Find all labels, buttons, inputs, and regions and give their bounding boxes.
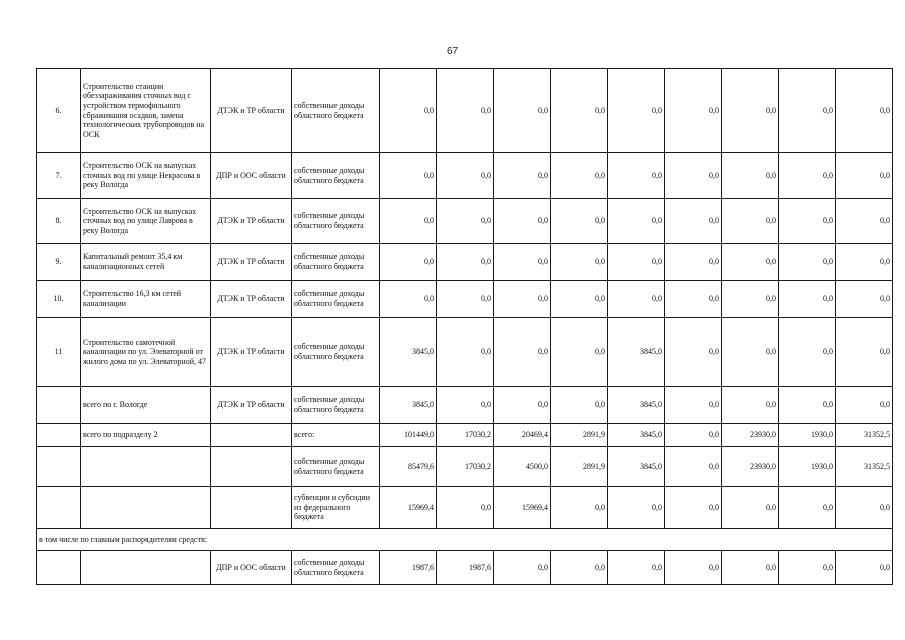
- object-name-cell: всего по подразделу 2: [81, 424, 211, 447]
- amount-cell: 0,0: [608, 281, 665, 318]
- table-row: [37, 318, 893, 387]
- amount-cell: 0,0: [551, 487, 608, 529]
- amount-cell: 0,0: [779, 281, 836, 318]
- amount-cell: 0,0: [779, 318, 836, 387]
- note-row: [37, 529, 893, 551]
- amount-cell: 20469,4: [494, 424, 551, 447]
- amount-cell: 0,0: [437, 487, 494, 529]
- responsible-cell: ДТЭК и ТР области: [211, 199, 292, 244]
- amount-cell: 0,0: [722, 199, 779, 244]
- amount-cell: 0,0: [437, 244, 494, 281]
- responsible-cell: [211, 424, 292, 447]
- funding-source-cell: собственные доходы областного бюджета: [292, 153, 380, 199]
- responsible-cell: [211, 487, 292, 529]
- amount-cell: 0,0: [836, 487, 893, 529]
- amount-cell: 0,0: [551, 69, 608, 153]
- amount-cell: 0,0: [494, 153, 551, 199]
- amount-cell: 0,0: [380, 69, 437, 153]
- amount-cell: 15969,4: [494, 487, 551, 529]
- amount-cell: 0,0: [494, 387, 551, 424]
- amount-cell: 1930,0: [779, 447, 836, 487]
- amount-cell: 0,0: [494, 551, 551, 585]
- responsible-cell: ДТЭК и ТР области: [211, 69, 292, 153]
- table-row: [37, 244, 893, 281]
- table-row: [37, 447, 893, 487]
- amount-cell: 0,0: [779, 199, 836, 244]
- responsible-cell: ДТЭК и ТР области: [211, 244, 292, 281]
- amount-cell: 1987,6: [380, 551, 437, 585]
- amount-cell: 0,0: [665, 447, 722, 487]
- note-cell: в том числе по главным распорядителям средств:: [37, 529, 893, 551]
- row-number-cell: [37, 424, 81, 447]
- responsible-cell: ДПР и ООС области: [211, 153, 292, 199]
- amount-cell: 0,0: [722, 387, 779, 424]
- funding-source-cell: субвенции и субсидии из федерального бюджета: [292, 487, 380, 529]
- amount-cell: 0,0: [551, 244, 608, 281]
- amount-cell: 0,0: [437, 387, 494, 424]
- amount-cell: 0,0: [665, 424, 722, 447]
- amount-cell: 31352,5: [836, 424, 893, 447]
- amount-cell: 0,0: [722, 281, 779, 318]
- amount-cell: 0,0: [722, 487, 779, 529]
- amount-cell: 0,0: [551, 387, 608, 424]
- object-name-cell: [81, 447, 211, 487]
- amount-cell: 0,0: [779, 551, 836, 585]
- amount-cell: 0,0: [836, 387, 893, 424]
- amount-cell: 0,0: [380, 153, 437, 199]
- funding-source-cell: собственные доходы областного бюджета: [292, 447, 380, 487]
- amount-cell: 0,0: [779, 387, 836, 424]
- table-row: [37, 551, 893, 585]
- amount-cell: 0,0: [380, 281, 437, 318]
- amount-cell: 0,0: [437, 318, 494, 387]
- amount-cell: 0,0: [836, 281, 893, 318]
- amount-cell: 0,0: [836, 153, 893, 199]
- amount-cell: 0,0: [779, 487, 836, 529]
- budget-table: [36, 68, 893, 585]
- row-number-cell: 7.: [37, 153, 81, 199]
- row-number-cell: 10.: [37, 281, 81, 318]
- amount-cell: 17030,2: [437, 424, 494, 447]
- amount-cell: 0,0: [665, 387, 722, 424]
- row-number-cell: 8.: [37, 199, 81, 244]
- amount-cell: 0,0: [836, 318, 893, 387]
- amount-cell: 0,0: [836, 199, 893, 244]
- funding-source-cell: собственные доходы областного бюджета: [292, 199, 380, 244]
- amount-cell: 3845,0: [608, 447, 665, 487]
- amount-cell: 0,0: [494, 244, 551, 281]
- amount-cell: 101449,0: [380, 424, 437, 447]
- amount-cell: 0,0: [608, 244, 665, 281]
- object-name-cell: всего по г. Вологде: [81, 387, 211, 424]
- amount-cell: 0,0: [665, 318, 722, 387]
- amount-cell: 0,0: [836, 244, 893, 281]
- object-name-cell: Строительство 16,3 км сетей канализации: [81, 281, 211, 318]
- row-number-cell: [37, 387, 81, 424]
- object-name-cell: Строительство станции обеззараживания сточных вод с устройством термофильного сбраживания осадков, замена технологических трубопроводов на ОСК: [81, 69, 211, 153]
- amount-cell: 0,0: [779, 153, 836, 199]
- amount-cell: 0,0: [437, 153, 494, 199]
- amount-cell: 0,0: [437, 69, 494, 153]
- funding-source-cell: собственные доходы областного бюджета: [292, 387, 380, 424]
- amount-cell: 0,0: [551, 199, 608, 244]
- amount-cell: 3845,0: [380, 318, 437, 387]
- responsible-cell: ДТЭК и ТР области: [211, 318, 292, 387]
- amount-cell: 0,0: [494, 199, 551, 244]
- table-row: [37, 487, 893, 529]
- amount-cell: 0,0: [722, 153, 779, 199]
- amount-cell: 31352,5: [836, 447, 893, 487]
- row-number-cell: 9.: [37, 244, 81, 281]
- object-name-cell: [81, 487, 211, 529]
- amount-cell: 2891,9: [551, 424, 608, 447]
- table-body: [37, 69, 893, 585]
- funding-source-cell: собственные доходы областного бюджета: [292, 244, 380, 281]
- amount-cell: 0,0: [722, 69, 779, 153]
- funding-source-cell: собственные доходы областного бюджета: [292, 281, 380, 318]
- amount-cell: 0,0: [608, 487, 665, 529]
- amount-cell: 3845,0: [608, 387, 665, 424]
- amount-cell: 4500,0: [494, 447, 551, 487]
- amount-cell: 0,0: [779, 69, 836, 153]
- funding-source-cell: собственные доходы областного бюджета: [292, 318, 380, 387]
- row-number-cell: [37, 551, 81, 585]
- amount-cell: 0,0: [608, 69, 665, 153]
- amount-cell: 0,0: [665, 69, 722, 153]
- table-row: [37, 281, 893, 318]
- amount-cell: 0,0: [722, 551, 779, 585]
- object-name-cell: Строительство самотечной канализации по ул. Элеваторной от жилого дома по ул. Элеваторной, 47: [81, 318, 211, 387]
- amount-cell: 0,0: [608, 551, 665, 585]
- amount-cell: 0,0: [665, 153, 722, 199]
- amount-cell: 0,0: [665, 281, 722, 318]
- amount-cell: 0,0: [494, 69, 551, 153]
- row-number-cell: [37, 447, 81, 487]
- amount-cell: 0,0: [665, 487, 722, 529]
- amount-cell: 0,0: [836, 551, 893, 585]
- table-row: [37, 199, 893, 244]
- responsible-cell: ДПР и ООС области: [211, 551, 292, 585]
- amount-cell: 0,0: [551, 318, 608, 387]
- amount-cell: 0,0: [380, 199, 437, 244]
- amount-cell: 0,0: [494, 318, 551, 387]
- responsible-cell: ДТЭК и ТР области: [211, 387, 292, 424]
- table-row: [37, 69, 893, 153]
- amount-cell: 85479,6: [380, 447, 437, 487]
- amount-cell: 23930,0: [722, 424, 779, 447]
- amount-cell: 0,0: [836, 69, 893, 153]
- table-row: [37, 424, 893, 447]
- amount-cell: 0,0: [551, 153, 608, 199]
- responsible-cell: [211, 447, 292, 487]
- amount-cell: 0,0: [608, 153, 665, 199]
- amount-cell: 0,0: [779, 244, 836, 281]
- row-number-cell: 6.: [37, 69, 81, 153]
- amount-cell: 0,0: [380, 244, 437, 281]
- amount-cell: 0,0: [608, 199, 665, 244]
- object-name-cell: [81, 551, 211, 585]
- amount-cell: 0,0: [722, 318, 779, 387]
- amount-cell: 0,0: [722, 244, 779, 281]
- amount-cell: 0,0: [551, 281, 608, 318]
- amount-cell: 2891,9: [551, 447, 608, 487]
- table-row: [37, 387, 893, 424]
- object-name-cell: Строительство ОСК на выпусках сточных вод по улице Лаврова в реку Вологда: [81, 199, 211, 244]
- amount-cell: 0,0: [665, 199, 722, 244]
- page-number: 67: [446, 46, 459, 57]
- amount-cell: 3845,0: [380, 387, 437, 424]
- funding-source-cell: собственные доходы областного бюджета: [292, 551, 380, 585]
- amount-cell: 0,0: [551, 551, 608, 585]
- amount-cell: 1987,6: [437, 551, 494, 585]
- amount-cell: 0,0: [665, 244, 722, 281]
- object-name-cell: Капитальный ремонт 35,4 км канализационных сетей: [81, 244, 211, 281]
- amount-cell: 0,0: [494, 281, 551, 318]
- table-row: [37, 153, 893, 199]
- amount-cell: 3845,0: [608, 424, 665, 447]
- row-number-cell: 11: [37, 318, 81, 387]
- row-number-cell: [37, 487, 81, 529]
- funding-source-cell: собственные доходы областного бюджета: [292, 69, 380, 153]
- amount-cell: 23930,0: [722, 447, 779, 487]
- funding-source-cell: всего:: [292, 424, 380, 447]
- amount-cell: 3845,0: [608, 318, 665, 387]
- amount-cell: 15969,4: [380, 487, 437, 529]
- responsible-cell: ДТЭК и ТР области: [211, 281, 292, 318]
- amount-cell: 17030,2: [437, 447, 494, 487]
- amount-cell: 0,0: [437, 281, 494, 318]
- object-name-cell: Строительство ОСК на выпусках сточных вод по улице Некрасова в реку Вологда: [81, 153, 211, 199]
- amount-cell: 1930,0: [779, 424, 836, 447]
- amount-cell: 0,0: [665, 551, 722, 585]
- amount-cell: 0,0: [437, 199, 494, 244]
